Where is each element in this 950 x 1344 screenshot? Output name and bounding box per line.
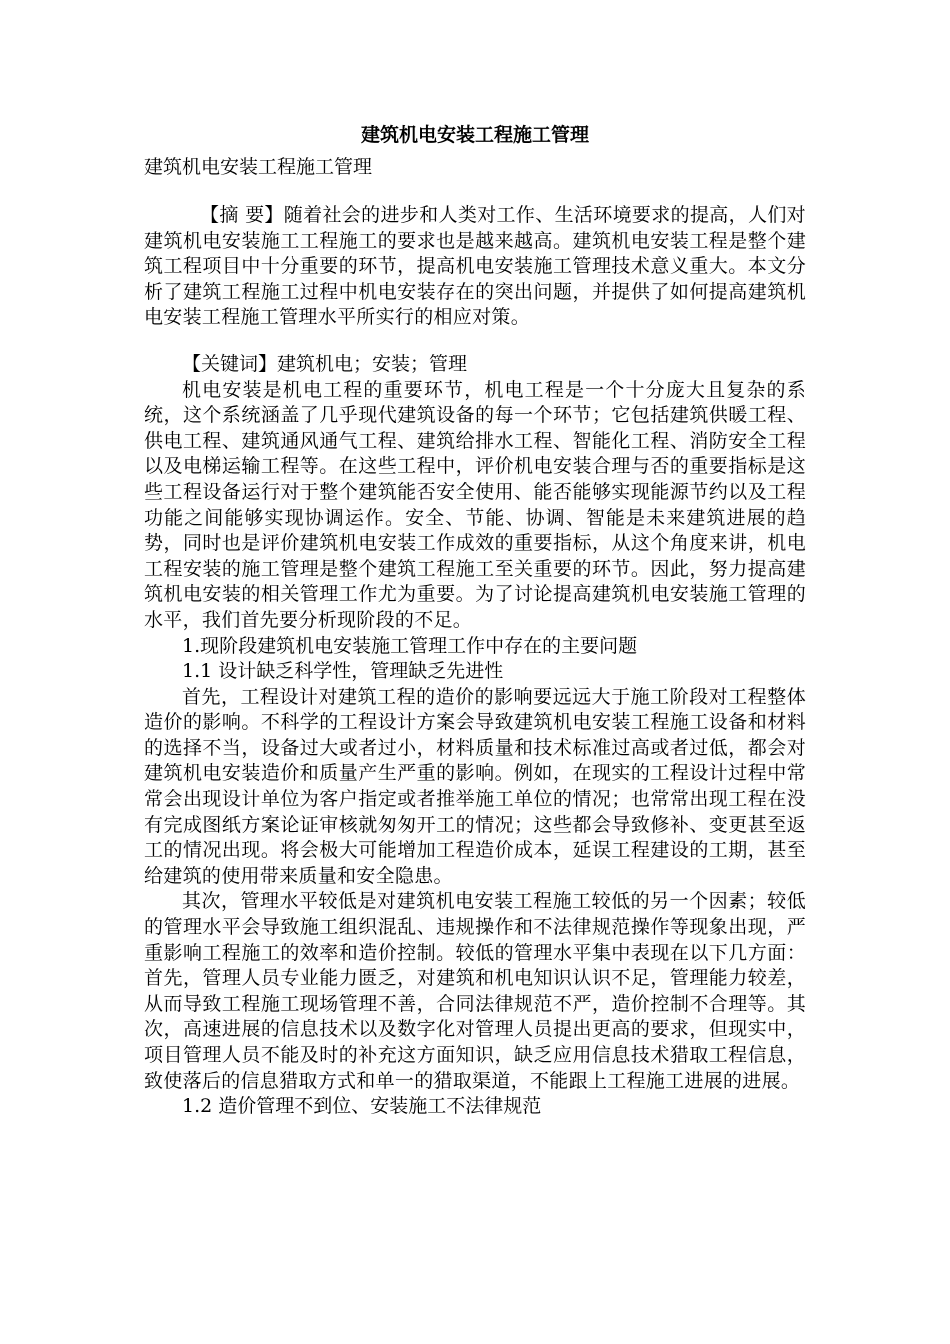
document-subtitle: 建筑机电安装工程施工管理 [144, 156, 373, 178]
spacer [144, 182, 806, 203]
section-heading-1-1: 1.1 设计缺乏科学性，管理缺乏先进性 [182, 660, 504, 683]
document-page [144, 118, 806, 1120]
intro-paragraph: 机电安装是机电工程的重要环节，机电工程是一个十分庞大且复杂的系统，这个系统涵盖了几乎现代建筑设备的每一个环节；它包括建筑供暖工程、供电工程、建筑通风通气工程、建筑给排水工程、智能化工程、消防安全工程以及电梯运输工程等。在这些工程中，评价机电安装合理与否的重要指标是这些工程设备运行对于整个建筑能否安全使用、能否能够实现能源节约以及工程功能之间能够实现协调运作。安全、节能、协调、智能是未来建筑进展的趋势，同时也是评价建筑机电安装工作成效的重要指标，从这个角度来讲，机电工程安装的施工管理是整个建筑工程施工至关重要的环节。因此，努力提高建筑机电安装的相关管理工作尤为重要。为了讨论提高建筑机电安装施工管理的水平，我们首先要分析现阶段的不足。 [144, 378, 806, 631]
management-paragraph: 其次，管理水平较低是对建筑机电安装工程施工较低的另一个因素；较低的管理水平会导致施工组织混乱、违规操作和不法律规范操作等现象出现，严重影响工程施工的效率和造价控制。较低的管理水平集中表现在以下几方面：首先，管理人员专业能力匮乏，对建筑和机电知识认识不足，管理能力较差，从而导致工程施工现场管理不善，合同法律规范不严，造价控制不合理等。其次，高速进展的信息技术以及数字化对管理人员提出更高的要求，但现实中，项目管理人员不能及时的补充这方面知识，缺乏应用信息技术猎取工程信息，致使落后的信息猎取方式和单一的猎取渠道，不能跟上工程施工进展的进展。 [144, 890, 806, 1092]
section-heading-1-2: 1.2 造价管理不到位、安装施工不法律规范 [182, 1095, 542, 1118]
abstract-paragraph: 【摘 要】随着社会的进步和人类对工作、生活环境要求的提高，人们对建筑机电安装施工工程施工的要求也是越来越高。建筑机电安装工程是整个建筑工程项目中十分重要的环节，提高机电安装施工管理技术意义重大。本文分析了建筑工程施工过程中机电安装存在的突出问题，并提供了如何提高建筑机电安装工程施工管理水平所实行的相应对策。 [144, 204, 806, 329]
document-title: 建筑机电安装工程施工管理 [360, 124, 589, 146]
spacer [144, 331, 806, 352]
section-heading-1: 1.现阶段建筑机电安装施工管理工作中存在的主要问题 [182, 634, 638, 657]
keywords-line: 【关键词】建筑机电；安装；管理 [182, 352, 468, 375]
design-paragraph: 首先，工程设计对建筑工程的造价的影响要远远大于施工阶段对工程整体造价的影响。不科学的工程设计方案会导致建筑机电安装工程施工设备和材料的选择不当，设备过大或者过小，材料质量和技术标准过高或者过低，都会对建筑机电安装造价和质量产生严重的影响。例如，在现实的工程设计过程中常常会出现设计单位为客户指定或者推举施工单位的情况；也常常出现工程在没有完成图纸方案论证审核就匆匆开工的情况；这些都会导致修补、变更甚至返工的情况出现。将会极大可能增加工程造价成本，延误工程建设的工期，甚至给建筑的使用带来质量和安全隐患。 [144, 685, 806, 887]
